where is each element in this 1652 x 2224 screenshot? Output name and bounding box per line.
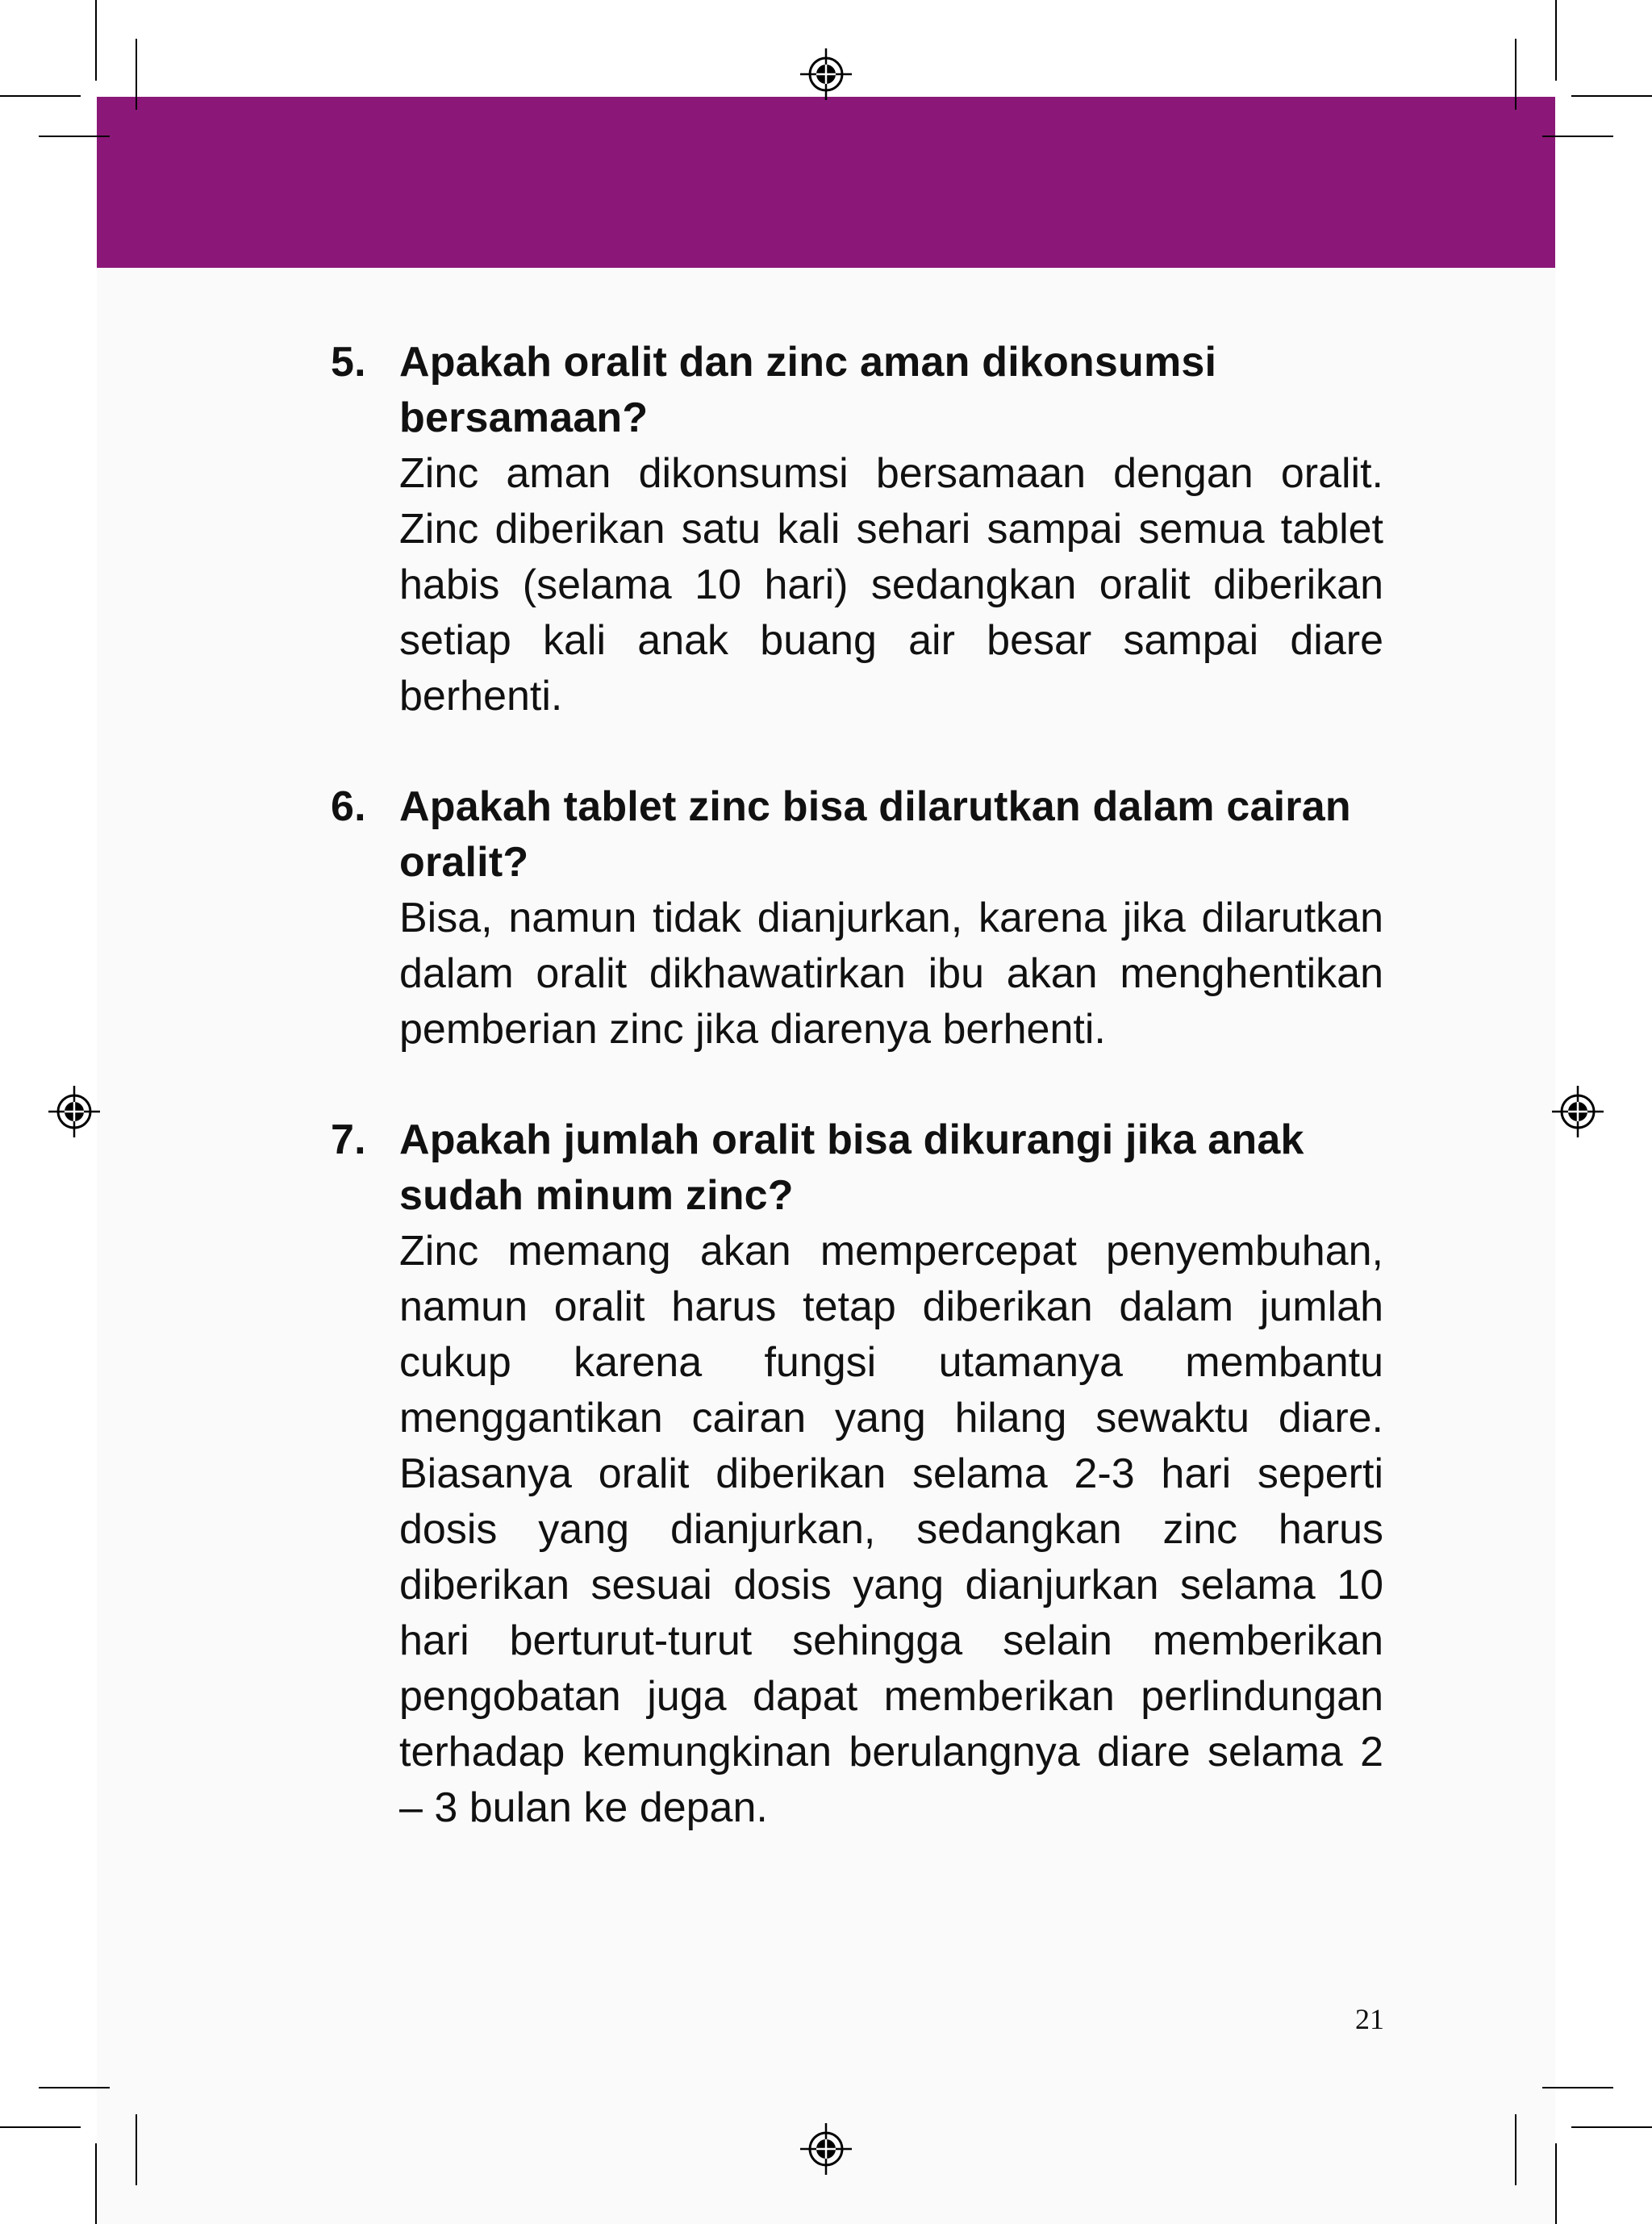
faq-answer: Bisa, namun tidak dianjurkan, karena jika dilarutkan dalam oralit dikhawatirkan ibu akan menghentikan pemberian zinc jika diarenya berhenti. — [399, 895, 1383, 1053]
registration-mark-icon — [48, 1086, 100, 1137]
faq-question — [331, 1112, 1383, 1224]
faq-answer: Zinc aman dikonsumsi bersamaan dengan oralit. Zinc diberikan satu kali sehari sampai semua tablet habis (selama 10 hari) sedangkan oralit diberikan setiap kali anak buang air besar sampai diare berhenti. — [399, 450, 1383, 720]
crop-mark — [136, 2114, 137, 2185]
crop-mark — [95, 2143, 97, 2224]
faq-item — [331, 779, 1383, 1058]
crop-mark — [0, 2126, 81, 2128]
faq-item — [331, 335, 1383, 724]
crop-mark — [1555, 2143, 1557, 2224]
crop-mark — [1515, 39, 1516, 110]
registration-mark-icon — [1552, 1086, 1604, 1137]
crop-mark — [1542, 136, 1613, 137]
faq-content — [331, 335, 1383, 1891]
faq-question — [331, 335, 1383, 446]
registration-mark-icon — [800, 48, 852, 100]
question-number: 6. — [331, 783, 366, 830]
question-number: 7. — [331, 1116, 366, 1163]
crop-mark — [136, 39, 137, 110]
question-number: 5. — [331, 339, 366, 386]
faq-answer: Zinc memang akan mempercepat penyembuhan, namun oralit harus tetap diberikan dalam jumlah cukup karena fungsi utamanya membantu menggantikan cairan yang hilang sewaktu diare. Biasanya oralit diberikan selama 2-3 hari seperti dosis yang dianjurkan, sedangkan zinc harus diberikan sesuai dosis yang dianjurkan selama 10 hari berturut-turut sehingga selain memberikan pengobatan juga dapat memberikan perlindungan terhadap kemungkinan berulangnya diare selama 2 – 3 bulan ke depan. — [399, 1228, 1383, 1831]
crop-mark — [95, 0, 97, 81]
header-band — [97, 97, 1555, 268]
page-number: 21 — [1355, 2003, 1384, 2035]
crop-mark — [39, 2087, 110, 2088]
faq-question — [331, 779, 1383, 891]
crop-mark — [1571, 95, 1652, 97]
question-text: Apakah oralit dan zinc aman dikonsumsi bersamaan? — [399, 339, 1217, 441]
crop-mark — [1542, 2087, 1613, 2088]
crop-mark — [1555, 0, 1557, 81]
question-text: Apakah tablet zinc bisa dilarutkan dalam cairan oralit? — [399, 783, 1351, 886]
crop-mark — [0, 95, 81, 97]
crop-mark — [1515, 2114, 1516, 2185]
crop-mark — [39, 136, 110, 137]
registration-mark-icon — [800, 2123, 852, 2175]
question-text: Apakah jumlah oralit bisa dikurangi jika anak sudah minum zinc? — [399, 1116, 1304, 1219]
crop-mark — [1571, 2126, 1652, 2128]
faq-item — [331, 1112, 1383, 1836]
